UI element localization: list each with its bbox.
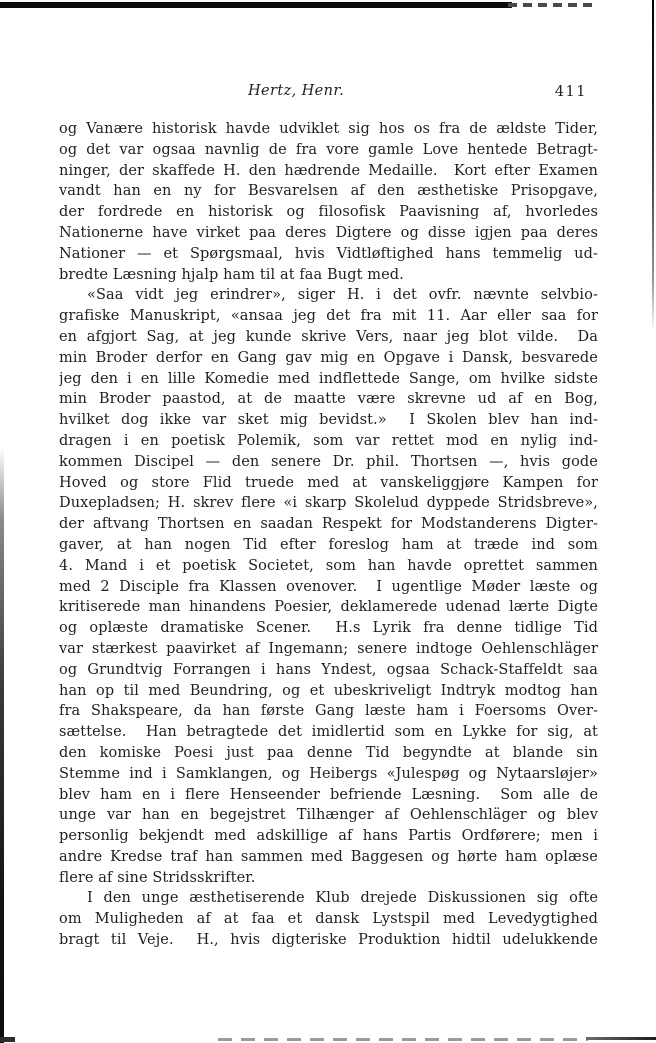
text-line: der fordrede en historisk og filosofisk Paavisning af, hvorledes — [59, 204, 598, 221]
text-line: og Vanære historisk havde udviklet sig hos os fra de ældste Tider, — [59, 121, 598, 137]
scan-artifact-top-edge — [0, 2, 512, 8]
text-line: bredte Læsning hjalp ham til at faa Bugt med. — [59, 266, 404, 283]
text-line: flere af sine Stridsskrifter. — [59, 869, 256, 886]
text-line: og det var ogsaa navnlig de fra vore gamle Love hentede Betragt- — [59, 141, 598, 158]
body-text — [59, 119, 598, 951]
text-line: fra Shakspeare, da han første Gang læste ham i Foersoms Over- — [59, 703, 598, 720]
text-line: jeg den i en lille Komedie med indflettede Sange, om hvilke sidste — [59, 370, 598, 387]
text-line: om Muligheden af at faa et dansk Lystspil med Levedygtighed — [59, 911, 598, 928]
text-line: personlig bekjendt med adskillige af hans Partis Ordførere; men i — [59, 828, 598, 845]
text-line: «Saa vidt jeg erindrer», siger H. i det ovfr. nævnte selvbio- — [87, 287, 598, 304]
scan-artifact-top-edge-dashes — [508, 3, 594, 7]
text-line: sættelse. Han betragtede det imidlertid som en Lykke for sig, at — [59, 724, 598, 741]
text-line: 4. Mand i et poetisk Societet, som han havde oprettet sammen — [59, 557, 598, 574]
text-line: min Broder derfor en Gang gav mig en Opgave i Dansk, besvarede — [59, 349, 598, 366]
text-line: og oplæste dramatiske Scener. H.s Lyrik fra denne tidlige Tid — [59, 620, 598, 637]
text-line: og Grundtvig Forrangen i hans Yndest, ogsaa Schack-Staffeldt saa — [59, 661, 598, 678]
scan-artifact-right-edge — [652, 0, 654, 332]
text-line: I den unge æsthetiserende Klub drejede Diskussionen sig ofte — [87, 890, 598, 907]
text-line: bragt til Veje. H., hvis digteriske Produktion hidtil udelukkende — [59, 932, 598, 949]
text-line: Nationerne have virket paa deres Digtere og disse igjen paa deres — [59, 224, 598, 241]
text-line: ninger, der skaffede H. den hædrende Medaille. Kort efter Examen — [59, 162, 598, 179]
text-line: min Broder paastod, at de maatte være skrevne ud af en Bog, — [59, 391, 598, 408]
text-line: Nationer — et Spørgsmaal, hvis Vidtløftighed hans temmelig ud- — [59, 245, 598, 262]
text-line: kommen Discipel — den senere Dr. phil. Thortsen —, hvis gode — [59, 453, 598, 470]
text-line: andre Kredse traf han sammen med Baggesen og hørte ham oplæse — [59, 848, 598, 865]
scan-artifact-left-spine — [0, 448, 4, 1043]
text-line: hvilket dog ikke var sket mig bevidst.» I Skolen blev han ind- — [59, 412, 598, 429]
text-line: den komiske Poesi just paa denne Tid begyndte at blande sin — [59, 744, 598, 761]
text-line: var stærkest paavirket af Ingemann; senere indtoge Oehlenschläger — [59, 640, 598, 657]
scan-artifact-bottom-left-mark — [0, 1037, 15, 1042]
text-line: Hoved og store Flid truede med at vanskeliggjøre Kampen for — [59, 474, 598, 491]
scan-artifact-bottom-edge — [218, 1038, 588, 1041]
text-line: Duxepladsen; H. skrev flere «i skarp Skolelud dyppede Stridsbreve», — [59, 495, 598, 512]
text-line: vandt han en ny for Besvarelsen af den æsthetiske Prisopgave, — [59, 183, 598, 200]
page-number: 411 — [554, 84, 587, 100]
text-line: Stemme ind i Samklangen, og Heibergs «Julespøg og Nytaarsløjer» — [59, 765, 598, 782]
text-line: han op til med Beundring, og et ubeskriveligt Indtryk modtog han — [59, 682, 598, 699]
running-title: Hertz, Henr. — [248, 83, 345, 99]
scan-artifact-bottom-edge-dark — [586, 1037, 656, 1040]
text-line: grafiske Manuskript, «ansaa jeg det fra mit 11. Aar eller saa for — [59, 308, 598, 325]
text-line: der aftvang Thortsen en saadan Respekt for Modstanderens Digter- — [59, 516, 598, 533]
text-line: med 2 Disciple fra Klassen ovenover. I ugentlige Møder læste og — [59, 578, 598, 595]
page-header — [59, 83, 598, 103]
text-line: unge var han en begejstret Tilhænger af Oehlenschläger og blev — [59, 807, 598, 824]
text-line: dragen i en poetisk Polemik, som var rettet mod en nylig ind- — [59, 432, 598, 449]
text-line: kritiserede man hinandens Poesier, deklamerede udenad lærte Digte — [59, 599, 598, 616]
text-line: blev ham en i flere Henseender befriende Læsning. Som alle de — [59, 786, 598, 803]
text-line: gaver, at han nogen Tid efter foreslog ham at træde ind som — [59, 536, 598, 553]
text-line: en afgjort Sag, at jeg kunde skrive Vers, naar jeg blot vilde. Da — [59, 328, 598, 345]
